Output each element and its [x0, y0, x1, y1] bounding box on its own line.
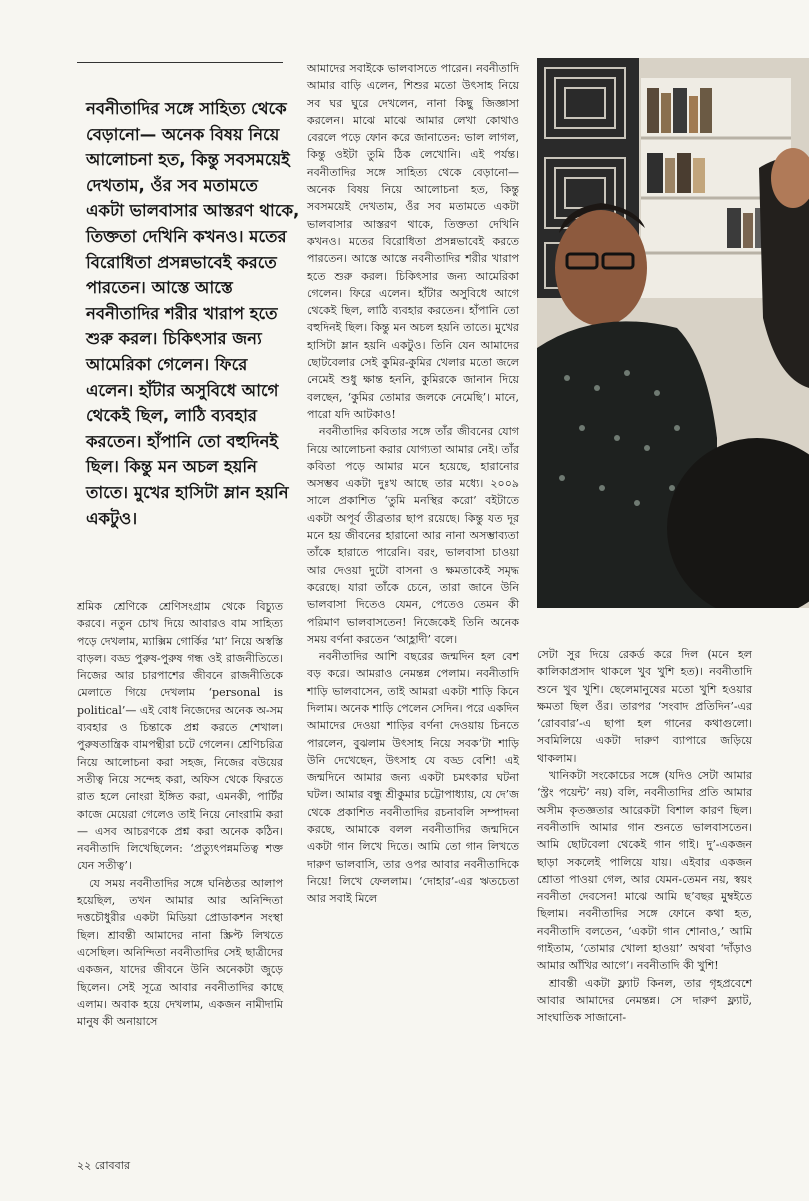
article-column-2	[307, 60, 519, 908]
article-photo	[537, 58, 809, 608]
paragraph: আমাদের সবাইকে ভালবাসতে পারেন। নবনীতাদি আমার বাড়ি এলেন, শিশুর মতো উৎসাহ নিয়ে সব ঘর ঘুরে দেখলেন, নানা কিছু জিজ্ঞাসা করলেন। মাঝে মাঝে আমার লেখা কোথাও বেরলে পড়ে ফোন করে জানাতেন: ভাল লাগল, কিন্তু ওইটা তুমি ঠিক লেখোনি। এই পর্যন্ত। নবনীতাদির সঙ্গে সাহিত্য থেকে বেড়ানো— অনেক বিষয় নিয়ে আলোচনা হত, কিন্তু সবসময়েই দেখতাম, ওঁর সব মতামতে একটা ভালবাসার আস্তরণ থাকে, তিক্ততা দেখিনি কখনও। মতের বিরোধিতা প্রসন্নভাবেই করতে পারতেন। আস্তে আস্তে নবনীতাদির শরীর খারাপ হতে শুরু করল। চিকিৎসার জন্য আমেরিকা গেলেন। ফিরে এলেন। হাঁটার অসুবিধে আগে থেকেই ছিল, লাঠি ব্যবহার করতেন। হাঁপানি তো বহুদিনই ছিল। কিন্তু মন অচল হয়নি তাতে। মুখের হাসিটা ম্লান হয়নি একটুও। তিনি যেন আমাদের ছোটবেলার সেই কুমির-কুমির খেলার মতো জলে নেমেই শুধু ক্ষান্ত হননি, কুমিরকে জানান দিয়ে বলছেন, ‘কুমির তোমার জলকে নেমেছি’। মানে, পারো যদি আটকাও!	[307, 62, 519, 421]
paragraph: শ্রমিক শ্রেণিকে শ্রেণিসংগ্রাম থেকে বিচ্যুত করবে। নতুন চোখ দিয়ে আবারও বাম সাহিত্য পড়ে দেখলাম, ম্যাক্সিম গোর্কির ‘মা’ নিয়ে অস্বস্তি বাড়ল। বড্ড পুরুষ-পুরুষ গন্ধ ওই রাজনীতিতে। নিজের আর চারপাশের জীবনে রাজনীতিকে মেলাতে গিয়ে দেখলাম ‘personal is political’— এই বোধ নিজেদের অনেক অ-সম ব্যবহার ও চিন্তাকে প্রশ্ন করতে শেখাল। পুরুষতান্ত্রিক বামপন্থীরা চটে গেলেন। শ্রেণিচরিত্র নিয়ে আলোচনা করা সহজ, নিজের বউয়ের সতীত্ব নিয়ে সন্দেহ করা, অফিস থেকে ফিরতে রাত হলে নোংরা ইঙ্গিত করা, এমনকী, পার্টির কাজে মেয়েরা গেলেও তাই নিয়ে নোংরামি করা— এসব আচরণকে প্রশ্ন করা অনেক কঠিন। নবনীতাদি লিখেছিলেন: ‘প্রত্যুৎপন্নমতিত্ব শক্ত যেন সতীত্ব’।	[77, 600, 283, 873]
paragraph: নবনীতাদির কবিতার সঙ্গে তাঁর জীবনের যোগ নিয়ে আলোচনা করার যোগ্যতা আমার নেই। তাঁর কবিতা পড়ে আমার মনে হয়েছে, হারানোর অসম্ভব একটা দুঃখ আছে তার মধ্যে। ২০০৯ সালে প্রকাশিত ‘তুমি মনস্থির করো’ বইটাতে একটা অপূর্ব তীব্রতার ছাপ রয়েছে। কিন্তু যত দূর মনে হয় জীবনের হারানো আর নানা অসম্ভাব্যতা তাঁকে হারাতে পারেনি। বরং, ভালবাসা চাওয়া আর দেওয়া দুটো বাসনা ও ক্ষমতাকেই সমৃদ্ধ করেছে। যারা তাঁকে চেনে, তারা জানে উনি ভালবাসা দিতেও যেমন, পেতেও তেমন কী পরিমাণ ভালবাসতেন! নিজেকেই তিনি অনেক সময় বর্ণনা করতেন ‘আহ্লাদী’ বলে।	[307, 425, 519, 646]
paragraph: সেটা সুর দিয়ে রেকর্ড করে দিল (মনে হল কালিকাপ্রসাদ থাকলে খুব খুশি হত)। নবনীতাদি শুনে খুব খুশি। ছেলেমানুষের মতো খুশি হওয়ার ক্ষমতা ছিল ওঁর। তারপর ‘সংবাদ প্রতিদিন’-এর ‘রোববার’-এ ছাপা হল গানের কথাগুলো। সবমিলিয়ে একটা দারুণ ব্যাপারে জড়িয়ে থাকলাম।	[537, 648, 752, 765]
pull-quote-rule	[77, 62, 283, 63]
page-footer: ২২ রোববার	[77, 1159, 130, 1172]
pull-quote: নবনীতাদির সঙ্গে সাহিত্য থেকে বেড়ানো— অনেক বিষয় নিয়ে আলোচনা হত, কিন্তু সবসময়েই দেখতাম, ওঁর সব মতামতে একটা ভালবাসার আস্তরণ থাকে, তিক্ততা দেখিনি কখনও। মতের বিরোধিতা প্রসন্নভাবেই করতে পারতেন। আস্তে আস্তে নবনীতাদির শরীর খারাপ হতে শুরু করল। চিকিৎসার জন্য আমেরিকা গেলেন। ফিরে এলেন। হাঁটার অসুবিধে আগে থেকেই ছিল, লাঠি ব্যবহার করতেন। হাঁপানি তো বহুদিনই ছিল। কিন্তু মন অচল হয়নি তাতে। মুখের হাসিটা ম্লান হয়নি একটুও।	[86, 99, 300, 528]
paragraph: যে সময় নবনীতাদির সঙ্গে ঘনিষ্ঠতর আলাপ হয়েছিল, তখন আমার আর অনিন্দিতা দত্তচৌধুরীর একটা মিডিয়া প্রোডাকশন সংস্থা ছিল। শ্রাবন্তী আমাদের নানা স্ক্রিপ্ট লিখতে এসেছিল। অনিন্দিতা নবনীতাদির সেই ছাত্রীদের একজন, যাদের জীবনে উনি অনেকটা জুড়ে ছিলেন। সেই সূত্রে আবার নবনীতাদির কাছে এলাম। অবাক হয়ে দেখলাম, একজন নামীদামি মানুষ কী অনায়াসে	[77, 876, 283, 1029]
paragraph: শ্রাবন্তী একটা ফ্ল্যাট কিনল, তার গৃহপ্রবেশে আবার আমাদের নেমন্তন্ন। সে দারুণ ফ্ল্যাট, সাংঘাতিক সাজানো-	[537, 976, 752, 1025]
paragraph: খানিকটা সংকোচের সঙ্গে (যদিও সেটা আমার ‘স্ট্রং পয়েন্ট’ নয়) বলি, নবনীতাদির প্রতি আমার অসীম কৃতজ্ঞতার আরেকটা বিশাল কারণ ছিল। নবনীতাদি আমার গান শুনতে ভালবাসতেন। আমি ছোটবেলা থেকেই গান গাই। দু’-একজন ছাড়া সকলেই পালিয়ে যায়। এইবার একজন শ্রোতা পাওয়া গেল, আর যেমন-তেমন নয়, স্বয়ং নবনীতা দেবসেন! মাঝে আমি ছ’বছর মুম্বইতে ছিলাম। নবনীতাদির সঙ্গে ফোনে কথা হত, নবনীতাদি বলতেন, ‘একটা গান শোনাও,’ আমি গাইতাম, ‘তোমার খোলা হাওয়া’ অথবা ‘দাঁড়াও আমার আঁখির আগে’। নবনীতাদি কী খুশি!	[537, 769, 752, 973]
article-column-3	[537, 646, 752, 1027]
article-column-1	[77, 598, 283, 1030]
paragraph: নবনীতাদির আশি বছরের জন্মদিন হল বেশ বড় করে। আমরাও নেমন্তন্ন পেলাম। নবনীতাদি শাড়ি ভালবাসেন, তাই আমরা একটা শাড়ি কিনে দিলাম। অনেক শাড়ি পেলেন সেদিন। পরে একদিন আমাদের দেওয়া শাড়ির বর্ণনা দেওয়ায় চিনতে পারলেন, বুঝলাম উৎসাহ নিয়ে সবক’টা শাড়ি উনি দেখেছেন, উৎসাহ যে বড্ড বেশি! এই জন্মদিনে আমার জন্য একটা চমৎকার ঘটনা ঘটল। আমার বন্ধু শ্রীকুমার চট্টোপাধ্যায়, যে দে’জ থেকে প্রকাশিত নবনীতাদির রচনাবলি সম্পাদনা করছে, আমাকে বলল নবনীতাদির জন্মদিনে একটা গান লিখে দিতে। আমি তো গান লিখতে দারুণ ভালবাসি, তার ওপর আবার নবনীতাদিকে নিয়ে! লিখে ফেললাম। ‘দোহার’-এর ঋতচেতা আর সবাই মিলে	[307, 650, 520, 906]
photo-illustration	[537, 58, 809, 608]
